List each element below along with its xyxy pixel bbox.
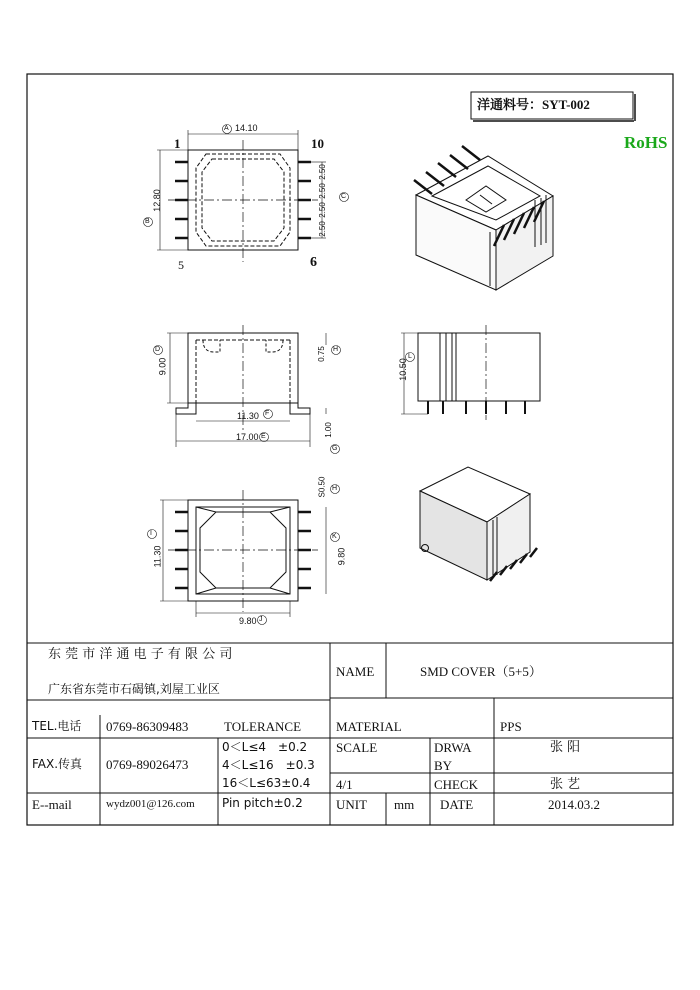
tolerance-range-3: 16＜L≤63±0.4: [222, 776, 311, 790]
scale-label: SCALE: [336, 740, 378, 755]
dim-inner-11-30: 11.30: [237, 411, 259, 421]
dim-pitch-4: 2.50: [317, 221, 327, 237]
dim-end-height-10-50: 10.50: [397, 358, 408, 381]
dim-tag-l: L: [408, 353, 412, 360]
dim-tag-j: J: [259, 616, 263, 623]
dim-tag-e: E: [261, 433, 266, 440]
pin-10-label: 10: [311, 136, 324, 151]
check-value: 张 艺: [550, 777, 581, 792]
dim-tag-g: G: [332, 445, 338, 452]
dim-bottom-right-9-80: 9.80: [336, 547, 347, 566]
drawn-by-label-1: DRWA: [434, 740, 472, 755]
dim-pitch-2: 2.50: [317, 183, 327, 199]
tolerance-range-1: 0＜L≤4 ±0.2: [222, 740, 308, 754]
dim-side-height-9-00: 9.00: [157, 357, 168, 376]
dim-bottom-s0-50: S0.50: [317, 476, 327, 498]
tel-value: 0769-86309483: [106, 719, 189, 734]
end-view: [397, 325, 540, 420]
dim-step-0-75: 0.75: [316, 346, 326, 362]
dim-width-14-10: 14.10: [235, 123, 258, 133]
part-number: 洋通料号：SYT-002: [477, 97, 590, 112]
fax-value: 0769-89026473: [106, 757, 189, 772]
dim-tag-k: K: [332, 533, 337, 540]
company-name: 东 莞 市 洋 通 电 子 有 限 公 司: [48, 647, 233, 662]
rohs-mark: RoHS: [624, 133, 668, 152]
dim-pitch-3: 2.50: [317, 202, 327, 218]
dim-total-17-00: 17.00: [236, 432, 259, 442]
dim-tag-i: I: [150, 530, 152, 537]
dim-tag-d: D: [155, 346, 161, 353]
material-value: PPS: [500, 719, 522, 734]
name-label: NAME: [336, 664, 375, 679]
dim-pitch-1: 2.50: [317, 164, 327, 180]
dim-tag-h-bottom: H: [332, 485, 338, 492]
iso-view-closed: [420, 467, 537, 581]
dim-tag-a: A: [224, 125, 229, 132]
unit-label: UNIT: [336, 797, 368, 812]
unit-value: mm: [394, 797, 415, 812]
pin-1-label: 1: [174, 136, 181, 151]
dim-bottom-width-9-80: 9.80: [239, 616, 257, 626]
dim-tag-b: B: [145, 218, 150, 225]
drawn-by-label-2: BY: [434, 758, 453, 773]
dim-tag-h-side: H: [333, 346, 339, 353]
tolerance-label: TOLERANCE: [224, 719, 302, 734]
pin-5-label: 5: [178, 258, 184, 272]
material-label: MATERIAL: [336, 719, 402, 734]
bottom-view: [148, 485, 340, 625]
dim-bottom-height-11-30: 11.30: [152, 545, 163, 568]
sheet-border: [27, 74, 673, 825]
dim-tag-f: F: [265, 410, 270, 417]
tolerance-range-2: 4＜L≤16 ±0.3: [222, 758, 315, 772]
fax-label: FAX.传真: [32, 757, 83, 771]
dim-height-12-80: 12.80: [151, 189, 162, 212]
scale-value: 4/1: [336, 777, 353, 792]
tolerance-pin-pitch: Pin pitch±0.2: [222, 796, 303, 810]
dim-foot-1-00: 1.00: [323, 422, 333, 438]
tel-label: TEL.电话: [32, 719, 82, 733]
email-label: E--mail: [32, 797, 72, 812]
company-address: 广东省东莞市石碣镇,刘屋工业区: [48, 682, 220, 696]
drawn-by-value: 张 阳: [550, 740, 581, 755]
email-value: wydz001@126.com: [106, 798, 195, 810]
date-value: 2014.03.2: [548, 797, 600, 812]
name-value: SMD COVER（5+5）: [420, 664, 542, 679]
check-label: CHECK: [434, 777, 479, 792]
dim-tag-c: C: [341, 193, 347, 200]
iso-view-top: [414, 146, 553, 290]
date-label: DATE: [440, 797, 474, 812]
pin-6-label: 6: [310, 255, 317, 270]
